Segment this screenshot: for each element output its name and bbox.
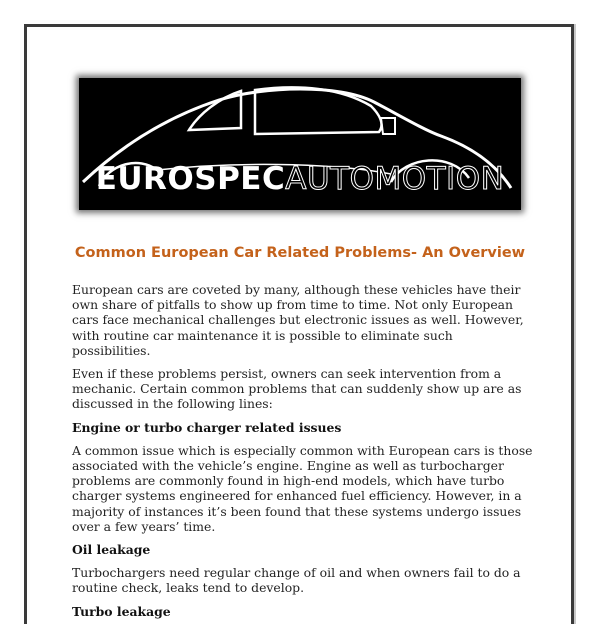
eurospec-logo [79, 78, 521, 210]
intro-paragraph-1: European cars are coveted by many, although these vehicles have their own share of pitfalls to show up from time to time. Not only European cars face mechanical challenges but electronic issues as well. However, with routine car maintenance it is possible to eliminate such possibilities. [72, 282, 524, 358]
section-body-oil-leakage: Turbochargers need regular change of oil and when owners fail to do a routine check, leaks tend to develop. [72, 565, 521, 596]
logo-wordmark [87, 161, 513, 197]
section-heading-oil-leakage: Oil leakage [72, 542, 151, 558]
section-heading-turbo-leakage: Turbo leakage [72, 603, 171, 619]
logo-word-eurospec: EUROSPEC [95, 161, 286, 197]
section-body-engine: A common issue which is especially common with European cars is those associated with the vehicle’s engine. Engine as well as turbocharger problems are commonly found in high-end models, which have turbo charger systems engineered for enhanced fuel efficiency. However, in a majority of instances it’s been found that these systems undergo issues over a few years’ time. [72, 442, 533, 534]
intro-paragraph-2: Even if these problems persist, owners can seek intervention from a mechanic. Certain common problems that can suddenly show up are as discussed in the following lines: [72, 366, 522, 412]
section-heading-engine: Engine or turbo charger related issues [72, 419, 342, 435]
logo-word-automotion: AUTOMOTION [285, 161, 505, 197]
article-title: Common European Car Related Problems- An Overview [74, 245, 526, 261]
article-body [72, 282, 534, 627]
